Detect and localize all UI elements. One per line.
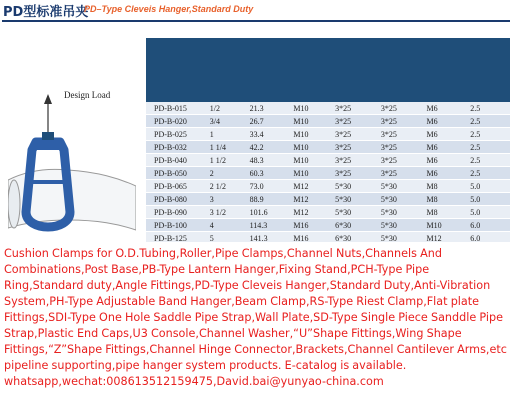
table-cell: 3 — [208, 193, 248, 206]
table-cell: M10 — [291, 102, 333, 115]
table-cell: 3*25 — [333, 154, 379, 167]
table-cell: M12 — [425, 232, 469, 243]
table-cell: PD-B-080 — [146, 193, 208, 206]
table-cell: 48.3 — [248, 154, 292, 167]
table-cell: M10 — [291, 154, 333, 167]
table-cell: 3*25 — [379, 115, 425, 128]
table-cell: M8 — [425, 180, 469, 193]
table-cell: 3*25 — [379, 154, 425, 167]
table-cell: 2.5 — [468, 154, 510, 167]
design-load-arrow-head — [44, 94, 52, 104]
table-cell: M10 — [291, 141, 333, 154]
table-cell: 2 — [208, 167, 248, 180]
table-cell: 5 — [208, 232, 248, 243]
table-cell: M10 — [291, 115, 333, 128]
table-cell: M12 — [291, 180, 333, 193]
table-cell: 6*30 — [333, 232, 379, 243]
table-cell: M10 — [291, 167, 333, 180]
table-cell: 33.4 — [248, 128, 292, 141]
table-cell: 3*25 — [333, 115, 379, 128]
spec-table — [146, 38, 510, 242]
table-row — [146, 128, 510, 141]
table-cell: 3/4 — [208, 115, 248, 128]
title-chinese: PD型标准吊夹 — [3, 5, 89, 20]
table-cell: 2 1/2 — [208, 180, 248, 193]
table-cell: 5*30 — [379, 180, 425, 193]
table-row — [146, 232, 510, 243]
table-cell: PD-B-025 — [146, 128, 208, 141]
table-cell: 6*30 — [333, 219, 379, 232]
table-row — [146, 219, 510, 232]
table-cell: PD-B-100 — [146, 219, 208, 232]
table-cell: M8 — [425, 193, 469, 206]
table-row — [146, 115, 510, 128]
table-cell: 1 1/4 — [208, 141, 248, 154]
table-cell: 6.0 — [468, 232, 510, 243]
spec-table-header — [146, 38, 510, 102]
table-cell: M6 — [425, 115, 469, 128]
table-cell: 3 1/2 — [208, 206, 248, 219]
table-cell: 101.6 — [248, 206, 292, 219]
table-row — [146, 206, 510, 219]
table-cell: 114.3 — [248, 219, 292, 232]
table-cell: M10 — [291, 128, 333, 141]
table-cell: 141.3 — [248, 232, 292, 243]
table-cell: 3*25 — [379, 128, 425, 141]
table-cell: PD-B-015 — [146, 102, 208, 115]
pipe-end — [8, 180, 20, 228]
table-cell: M6 — [425, 154, 469, 167]
table-cell: M6 — [425, 141, 469, 154]
table-row — [146, 154, 510, 167]
table-cell: 5*30 — [379, 219, 425, 232]
table-cell: M10 — [425, 219, 469, 232]
table-cell: 5*30 — [333, 193, 379, 206]
spec-table-body — [146, 102, 510, 242]
table-cell: 4 — [208, 219, 248, 232]
design-load-label: Design Load — [64, 90, 111, 100]
table-cell: 2.5 — [468, 141, 510, 154]
table-cell: 5*30 — [379, 193, 425, 206]
table-cell: M6 — [425, 167, 469, 180]
table-cell: 3*25 — [333, 167, 379, 180]
table-cell: 1 1/2 — [208, 154, 248, 167]
table-cell: 2.5 — [468, 102, 510, 115]
table-row — [146, 141, 510, 154]
table-cell: 6.0 — [468, 219, 510, 232]
table-cell: PD-B-050 — [146, 167, 208, 180]
table-cell: 5.0 — [468, 180, 510, 193]
table-cell: 2.5 — [468, 128, 510, 141]
table-cell: 2.5 — [468, 115, 510, 128]
table-cell: M8 — [425, 206, 469, 219]
table-cell: 21.3 — [248, 102, 292, 115]
table-cell: 5*30 — [379, 232, 425, 243]
table-cell: PD-B-020 — [146, 115, 208, 128]
promo-text: Cushion Clamps for O.D.Tubing,Roller,Pipe Clamps,Channel Nuts,Channels And Combinations,Post Base,PB-Type Lantern Hanger,Fixing Stand,PCH-Type Pipe Ring,Standard duty,Angle Fittings,PD-Type Cleveis Hanger,Standard Duty,Anti-Vibration System,PH-Type Adjustable Band Hanger,Beam Clamp,RS-Type Riest Clamp,Flat plate Fittings,SDI-Type One Hole Saddle Pipe Strap,Wall Plate,SD-Type Single Piece Sanddle Pipe Strap,Plastic End Caps,U3 Console,Channel Washer,“U”Shape Fittings,Wing Shape Fittings,“Z”Shape Fittings,Channel Hinge Connector,Brackets,Channel Cantilever Arms,etc pipeline supporting,pipe hanger system products. E-catalog is available. whatsapp,wechat:008613512159475,David.bai@yunyao-china.com — [4, 247, 507, 388]
table-cell: 3*25 — [333, 102, 379, 115]
table-cell: M16 — [291, 232, 333, 243]
table-cell: 3*25 — [379, 141, 425, 154]
title-underline — [2, 20, 510, 22]
table-cell: 5*30 — [333, 206, 379, 219]
pipe-hanger-illustration-icon — [8, 82, 136, 242]
table-cell: 1 — [208, 128, 248, 141]
table-cell: 88.9 — [248, 193, 292, 206]
table-cell: PD-B-125 — [146, 232, 208, 243]
table-cell: 1/2 — [208, 102, 248, 115]
table-cell: M6 — [425, 128, 469, 141]
title-bar — [0, 0, 512, 22]
table-cell: PD-B-032 — [146, 141, 208, 154]
table-cell: PD-B-040 — [146, 154, 208, 167]
table-cell: 3*25 — [379, 102, 425, 115]
table-row — [146, 102, 510, 115]
table-cell: 42.2 — [248, 141, 292, 154]
table-cell: 3*25 — [379, 167, 425, 180]
table-cell: PD-B-065 — [146, 180, 208, 193]
title-english: PD–Type Cleveis Hanger,Standard Duty — [84, 4, 254, 14]
table-row — [146, 167, 510, 180]
table-cell: 3*25 — [333, 128, 379, 141]
table-cell: 5*30 — [333, 180, 379, 193]
table-cell: M6 — [425, 102, 469, 115]
table-cell: PD-B-090 — [146, 206, 208, 219]
table-cell: 3*25 — [333, 141, 379, 154]
clamp-bolt — [42, 132, 54, 140]
table-cell: 26.7 — [248, 115, 292, 128]
table-cell: 73.0 — [248, 180, 292, 193]
table-cell: 5.0 — [468, 206, 510, 219]
table-cell: 5.0 — [468, 193, 510, 206]
table-cell: M12 — [291, 206, 333, 219]
table-row — [146, 180, 510, 193]
table-cell: M12 — [291, 193, 333, 206]
table-row — [146, 193, 510, 206]
table-cell: M16 — [291, 219, 333, 232]
table-cell: 5*30 — [379, 206, 425, 219]
table-cell: 2.5 — [468, 167, 510, 180]
table-cell: 60.3 — [248, 167, 292, 180]
